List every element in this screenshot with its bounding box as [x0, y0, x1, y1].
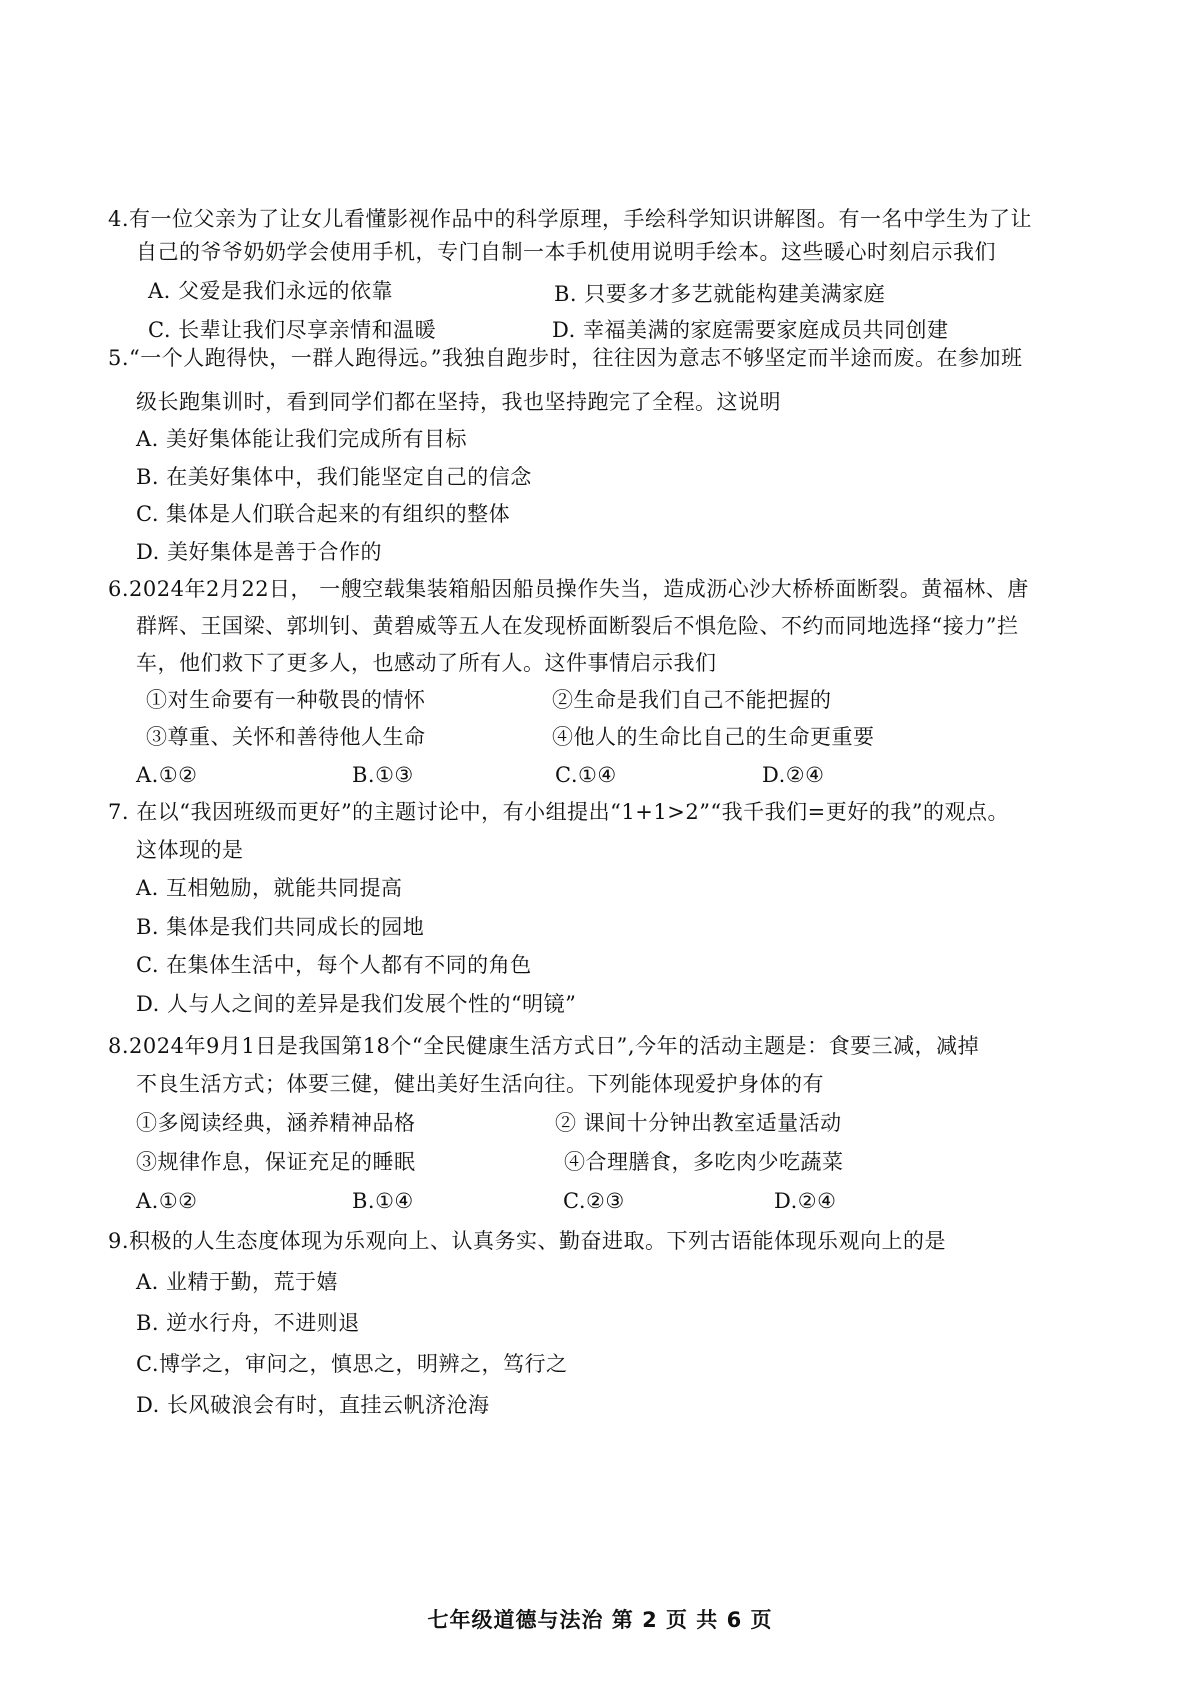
q7-stem-line-1: 7. 在以“我因班级而更好”的主题讨论中，有小组提出“1+1>2”“我千我们=更好的我”的观点。: [108, 800, 1009, 824]
q9-option-a: A. 业精于勤，荒于嬉: [136, 1270, 339, 1294]
q7-option-a: A. 互相勉励，就能共同提高: [136, 876, 403, 900]
q6-statement-4: ④他人的生命比自己的生命更重要: [552, 725, 875, 749]
q6-option-b: B.①③: [352, 763, 414, 787]
q5-stem-line-2: 级长跑集训时，看到同学们都在坚持，我也坚持跑完了全程。这说明: [136, 390, 781, 414]
q4-stem-line-1: 4.有一位父亲为了让女儿看懂影视作品中的科学原理，手绘科学知识讲解图。有一名中学生为了让: [108, 207, 1033, 231]
q4-option-c: C. 长辈让我们尽享亲情和温暖: [148, 318, 437, 342]
q9-option-b: B. 逆水行舟，不进则退: [136, 1311, 360, 1335]
q8-option-a: A.①②: [136, 1189, 198, 1213]
q8-stem-line-2: 不良生活方式；体要三健，健出美好生活向往。下列能体现爱护身体的有: [136, 1072, 824, 1096]
q7-option-d: D. 人与人之间的差异是我们发展个性的“明镜”: [136, 992, 577, 1016]
q6-stem-line-1: 6.2024年2月22日， 一艘空载集装箱船因船员操作失当，造成沥心沙大桥桥面断裂。黄福林、唐: [108, 577, 1029, 601]
q9-option-d: D. 长风破浪会有时，直挂云帆济沧海: [136, 1393, 490, 1417]
q8-statement-3: ③规律作息，保证充足的睡眠: [136, 1150, 416, 1174]
q8-statement-1: ①多阅读经典，涵养精神品格: [136, 1111, 416, 1135]
q9-stem-line-1: 9.积极的人生态度体现为乐观向上、认真务实、勤奋进取。下列古语能体现乐观向上的是: [108, 1229, 947, 1253]
q8-option-b: B.①④: [352, 1189, 414, 1213]
q6-option-c: C.①④: [555, 763, 617, 787]
q6-statement-2: ②生命是我们自己不能把握的: [552, 688, 832, 712]
page-footer: 七年级道德与法治 第 2 页 共 6 页: [427, 1608, 773, 1632]
q7-stem-line-2: 这体现的是: [136, 838, 244, 862]
q6-statement-3: ③尊重、关怀和善待他人生命: [146, 725, 426, 749]
q6-stem-line-3: 车，他们救下了更多人，也感动了所有人。这件事情启示我们: [136, 651, 717, 675]
q5-stem-line-1: 5.“一个人跑得快，一群人跑得远。”我独自跑步时，往往因为意志不够坚定而半途而废。在参加班: [108, 346, 1023, 370]
q4-stem-line-2: 自己的爷爷奶奶学会使用手机，专门自制一本手机使用说明手绘本。这些暖心时刻启示我们: [136, 240, 996, 264]
q6-statement-1: ①对生命要有一种敬畏的情怀: [146, 688, 426, 712]
q5-option-c: C. 集体是人们联合起来的有组织的整体: [136, 502, 511, 526]
q6-option-d: D.②④: [762, 763, 825, 787]
q7-option-b: B. 集体是我们共同成长的园地: [136, 915, 425, 939]
q5-option-b: B. 在美好集体中，我们能坚定自己的信念: [136, 465, 532, 489]
q5-option-d: D. 美好集体是善于合作的: [136, 540, 382, 564]
q9-option-c: C.博学之，审问之，慎思之，明辨之，笃行之: [136, 1352, 568, 1376]
q8-stem-line-1: 8.2024年9月1日是我国第18个“全民健康生活方式日”,今年的活动主题是：食要三减，减掉: [108, 1034, 980, 1058]
q4-option-a: A. 父爱是我们永远的依靠: [148, 279, 394, 303]
q6-stem-line-2: 群辉、王国梁、郭圳钊、黄碧威等五人在发现桥面断裂后不惧危险、不约而同地选择“接力”拦: [136, 614, 1019, 638]
q8-option-d: D.②④: [774, 1189, 837, 1213]
q4-option-b: B. 只要多才多艺就能构建美满家庭: [554, 282, 886, 306]
q5-option-a: A. 美好集体能让我们完成所有目标: [136, 427, 468, 451]
q8-option-c: C.②③: [563, 1189, 625, 1213]
q8-statement-4: ④合理膳食，多吃肉少吃蔬菜: [564, 1150, 844, 1174]
q6-option-a: A.①②: [136, 763, 198, 787]
q4-option-d: D. 幸福美满的家庭需要家庭成员共同创建: [552, 318, 949, 342]
q8-statement-2: ② 课间十分钟出教室适量活动: [555, 1111, 842, 1135]
q7-option-c: C. 在集体生活中，每个人都有不同的角色: [136, 953, 532, 977]
